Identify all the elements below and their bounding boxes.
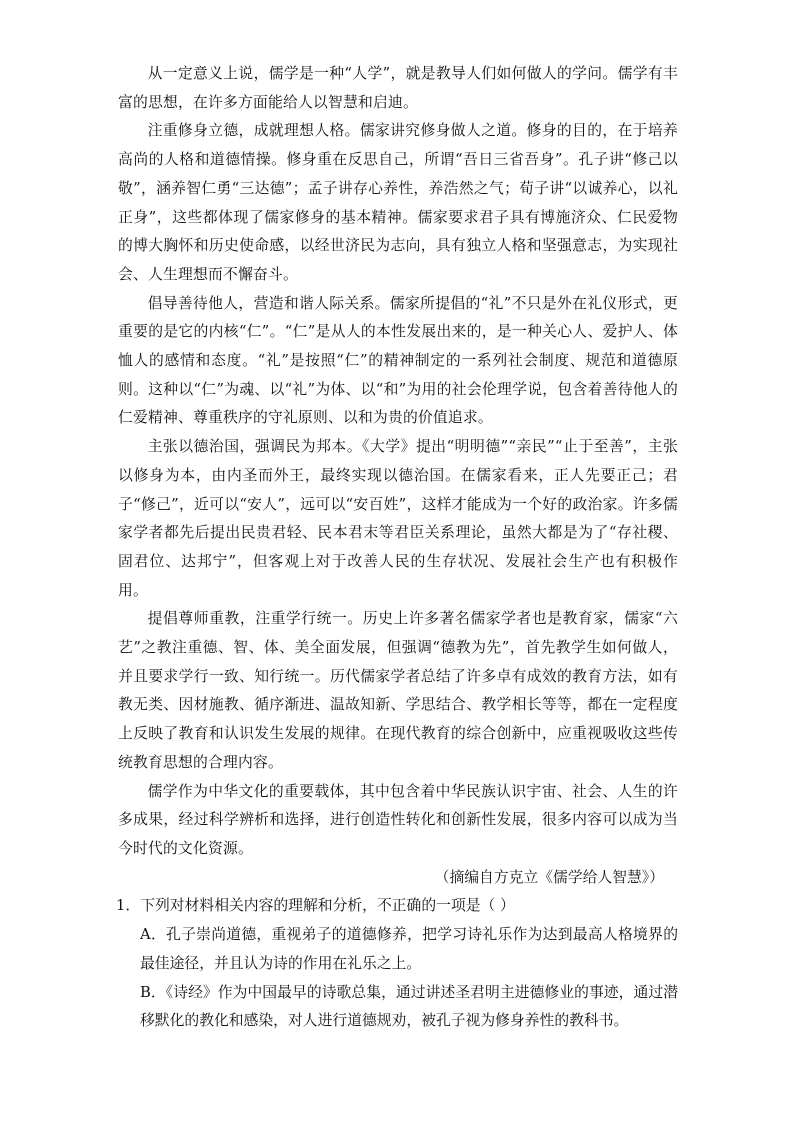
- paragraph-conclusion: 儒学作为中华文化的重要载体，其中包含着中华民族认识宇宙、社会、人生的许多成果，经过科学辨析和选择，进行创造性转化和创新性发展，很多内容可以成为当今时代的文化资源。: [118, 782, 678, 857]
- source-citation: （摘编自方克立《儒学给人智慧》）: [434, 868, 664, 886]
- question-stem: 1．下列对材料相关内容的理解和分析，不正确的一项是（ ）: [116, 897, 515, 915]
- option-b: B．《诗经》作为中国最早的诗歌总集，通过讲述圣君明主进德修业的事迹，通过潜移默化的教化和感染，对人进行道德规劝，被孔子视为修身养性的教科书。: [140, 983, 678, 1030]
- paragraph-self-cultivation: 注重修身立德，成就理想人格。儒家讲究修身做人之道。修身的目的，在于培养高尚的人格和道德情操。修身重在反思自己，所谓“吾日三省吾身”。孔子讲“修己以敬”，涵养智仁勇“三达德”；孟子讲存心养性，养浩然之气；荀子讲“以诚养心，以礼正身”，这些都体现了儒家修身的基本精神。儒家要求君子具有博施济众、仁民爱物的博大胸怀和历史使命感，以经世济民为志向，具有独立人格和坚强意志，为实现社会、人生理想而不懈奋斗。: [118, 122, 678, 283]
- option-a: A．孔子崇尚道德，重视弟子的道德修养，把学习诗礼乐作为达到最高人格境界的最佳途径，并且认为诗的作用在礼乐之上。: [140, 926, 678, 972]
- paragraph-education: 提倡尊师重教，注重学行统一。历史上许多著名儒家学者也是教育家，儒家“六艺”之教注重德、智、体、美全面发展，但强调“德教为先”，首先教学生如何做人，并且要求学行一致、知行统一。历代儒家学者总结了许多卓有成效的教育方法，如有教无类、因材施教、循序渐进、温故知新、学思结合、教学相长等等，都在一定程度上反映了教育和认识发生发展的规律。在现代教育的综合创新中，应重视吸收这些传统教育思想的合理内容。: [118, 610, 678, 771]
- paragraph-rule-by-virtue: 主张以德治国，强调民为邦本。《大学》提出“明明德”“亲民”“止于至善”，主张以修身为本，由内圣而外王，最终实现以德治国。在儒家看来，正人先要正己；君子“修己”，近可以“安人”，远可以“安百姓”，这样才能成为一个好的政治家。许多儒家学者都先后提出民贵君轻、民本君末等君臣关系理论，虽然大都是为了“存社稷、固君位、达邦宁”，但客观上对于改善人民的生存状况、发展社会生产也有积极作用。: [118, 438, 678, 599]
- paragraph-treat-others: 倡导善待他人，营造和谐人际关系。儒家所提倡的“礼”不只是外在礼仪形式，更重要的是它的内核“仁”。“仁”是从人的本性发展出来的，是一种关心人、爱护人、体恤人的感情和态度。“礼”是按照“仁”的精神制定的一系列社会制度、规范和道德原则。这种以“仁”为魂、以“礼”为体、以“和”为用的社会伦理学说，包含着善待他人的仁爱精神、尊重秩序的守礼原则、以和为贵的价值追求。: [118, 294, 678, 427]
- document-page: [118, 60, 678, 1036]
- paragraph-intro: 从一定意义上说，儒学是一种“人学”，就是教导人们如何做人的学问。儒学有丰富的思想，在许多方面能给人以智慧和启迪。: [118, 65, 678, 111]
